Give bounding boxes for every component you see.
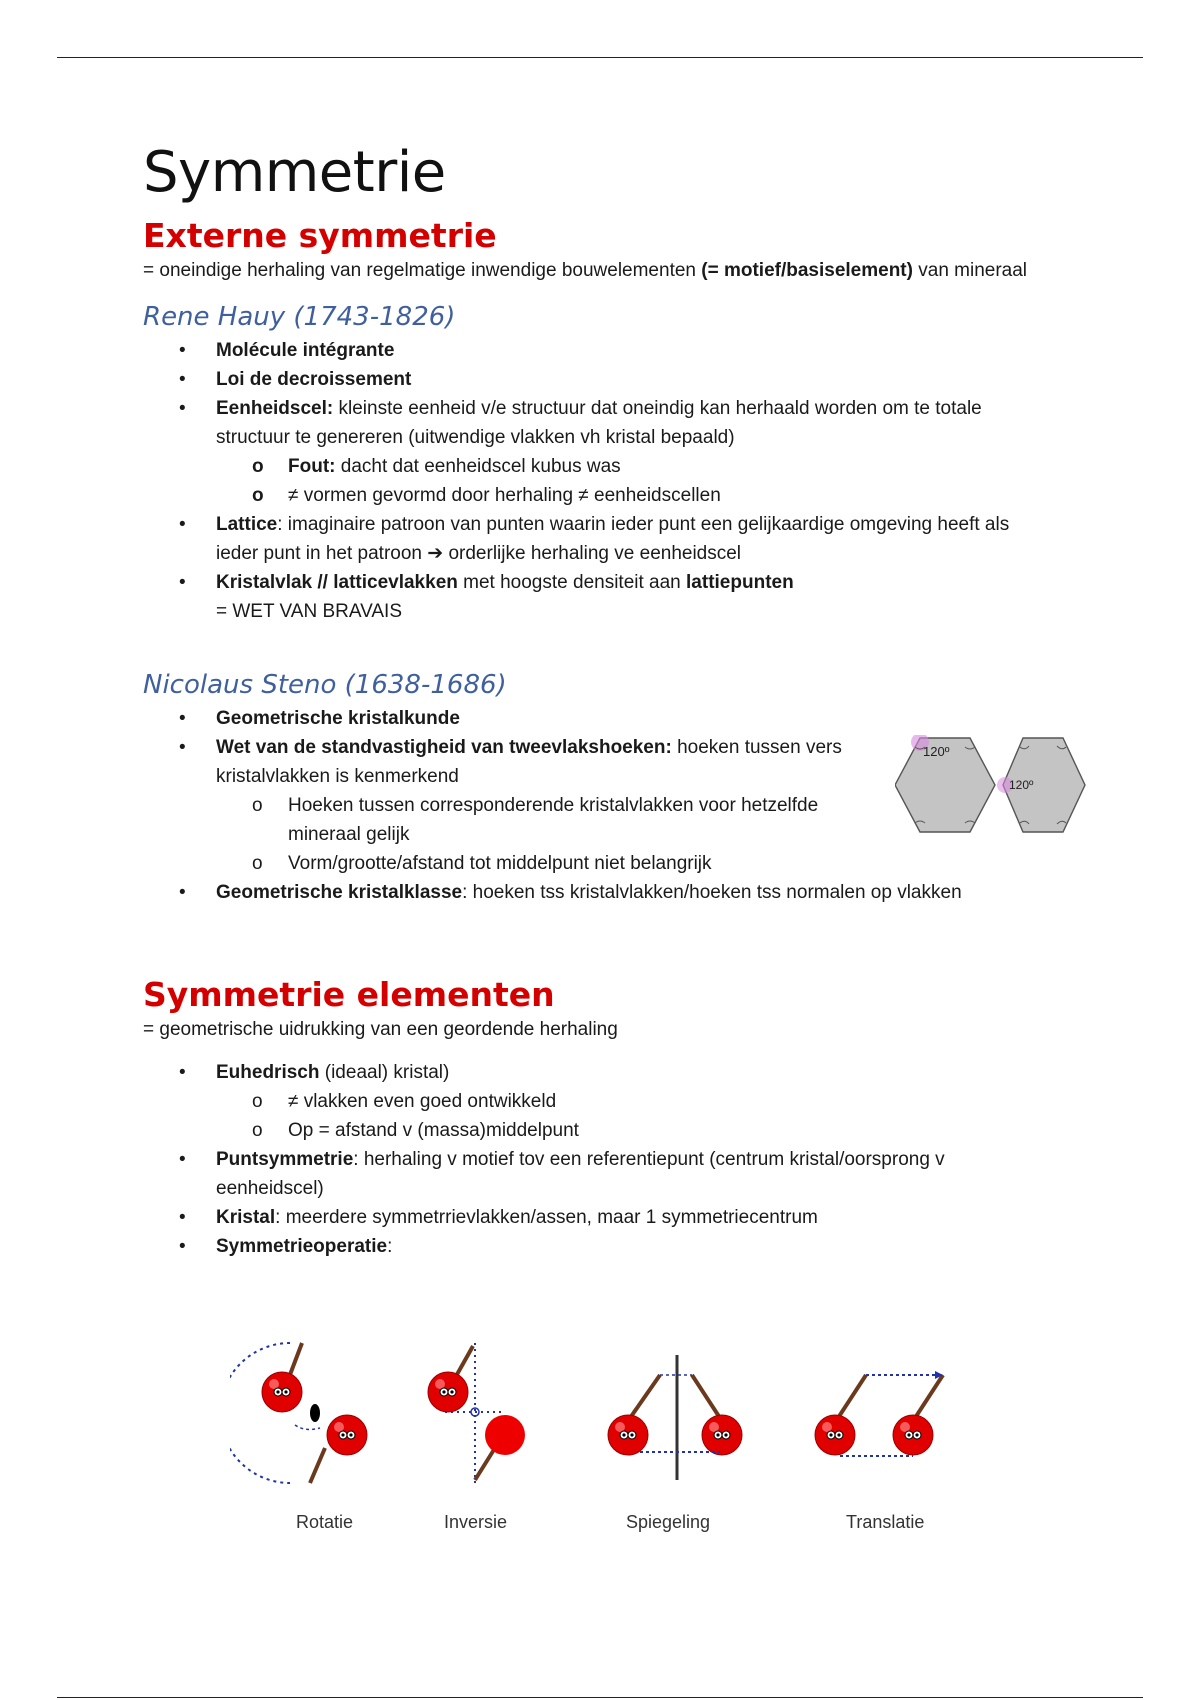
angle-label: 120º [923, 744, 950, 759]
list-item: • Euhedrisch (ideaal) kristal) [143, 1058, 1043, 1087]
list-item: o Vorm/grootte/afstand tot middelpunt niet belangrijk [143, 849, 1043, 878]
symmetry-operations-figure [230, 1340, 970, 1540]
page-title: Symmetrie [143, 140, 446, 205]
externe-definition: = oneindige herhaling van regelmatige inwendige bouwelementen (= motief/basiselement) van mineraal [143, 260, 1028, 281]
translatie-illustration [815, 1371, 943, 1456]
hauy-list [143, 336, 1043, 626]
document-body [143, 140, 1043, 1261]
list-item: o Fout: dacht dat eenheidscel kubus was [143, 452, 1043, 481]
list-item: o Hoeken tussen corresponderende kristalvlakken voor hetzelfde mineraal gelijk [143, 791, 868, 849]
list-item: • Eenheidscel: kleinste eenheid v/e structuur dat oneindig kan herhaald worden om te totale structuur te genereren (uitwendige vlakken vh kristal bepaald) [143, 394, 1043, 452]
list-item: o ≠ vormen gevormd door herhaling ≠ eenheidscellen [143, 481, 1043, 510]
caption-inversie: Inversie [444, 1512, 508, 1532]
list-item: • Symmetrieoperatie: [143, 1232, 1043, 1261]
list-item: • Kristalvlak // latticevlakken met hoogste densiteit aan lattiepunten = WET VAN BRAVAIS [143, 568, 1043, 626]
list-item: • Loi de decroissement [143, 365, 1043, 394]
heading-externe-symmetrie: Externe symmetrie [143, 216, 497, 255]
elementen-list [143, 1058, 1043, 1261]
list-item: • Kristal: meerdere symmetrrievlakken/assen, maar 1 symmetriecentrum [143, 1203, 1043, 1232]
hexagon-large [895, 735, 995, 832]
heading-symmetrie-elementen: Symmetrie elementen [143, 975, 555, 1014]
footer-rule [57, 1697, 1143, 1698]
hexagon-small [997, 738, 1085, 832]
hexagon-angles-figure [895, 735, 1090, 835]
list-item: • Puntsymmetrie: herhaling v motief tov een referentiepunt (centrum kristal/oorsprong v eenheidscel) [143, 1145, 1043, 1203]
caption-rotatie: Rotatie [296, 1512, 354, 1532]
list-item: • Lattice: imaginaire patroon van punten waarin ieder punt een gelijkaardige omgeving heeft als ieder punt in het patroon ➔ orderlijke herhaling ve eenheidscel [143, 510, 1043, 568]
list-item: • Wet van de standvastigheid van tweevlakshoeken: hoeken tussen vers kristalvlakken is kenmerkend [143, 733, 856, 791]
list-item: • Geometrische kristalkunde [143, 704, 1043, 733]
list-item: o Op = afstand v (massa)middelpunt [143, 1116, 1043, 1145]
heading-nicolaus-steno: Nicolaus Steno (1638-1686) [143, 670, 507, 700]
list-item: • Geometrische kristalklasse: hoeken tss kristalvlakken/hoeken tss normalen op vlakken [143, 878, 1043, 907]
rotatie-illustration [230, 1343, 367, 1483]
inversie-illustration [428, 1343, 525, 1483]
header-rule [57, 57, 1143, 58]
caption-translatie: Translatie [846, 1512, 925, 1532]
spiegeling-illustration [608, 1355, 742, 1480]
list-item: o ≠ vlakken even goed ontwikkeld [143, 1087, 1043, 1116]
elementen-definition: = geometrische uidrukking van een geordende herhaling [143, 1019, 618, 1040]
heading-rene-hauy: Rene Hauy (1743-1826) [143, 302, 456, 332]
angle-label: 120º [1009, 778, 1034, 792]
list-item: • Molécule intégrante [143, 336, 1043, 365]
caption-spiegeling: Spiegeling [626, 1512, 711, 1532]
